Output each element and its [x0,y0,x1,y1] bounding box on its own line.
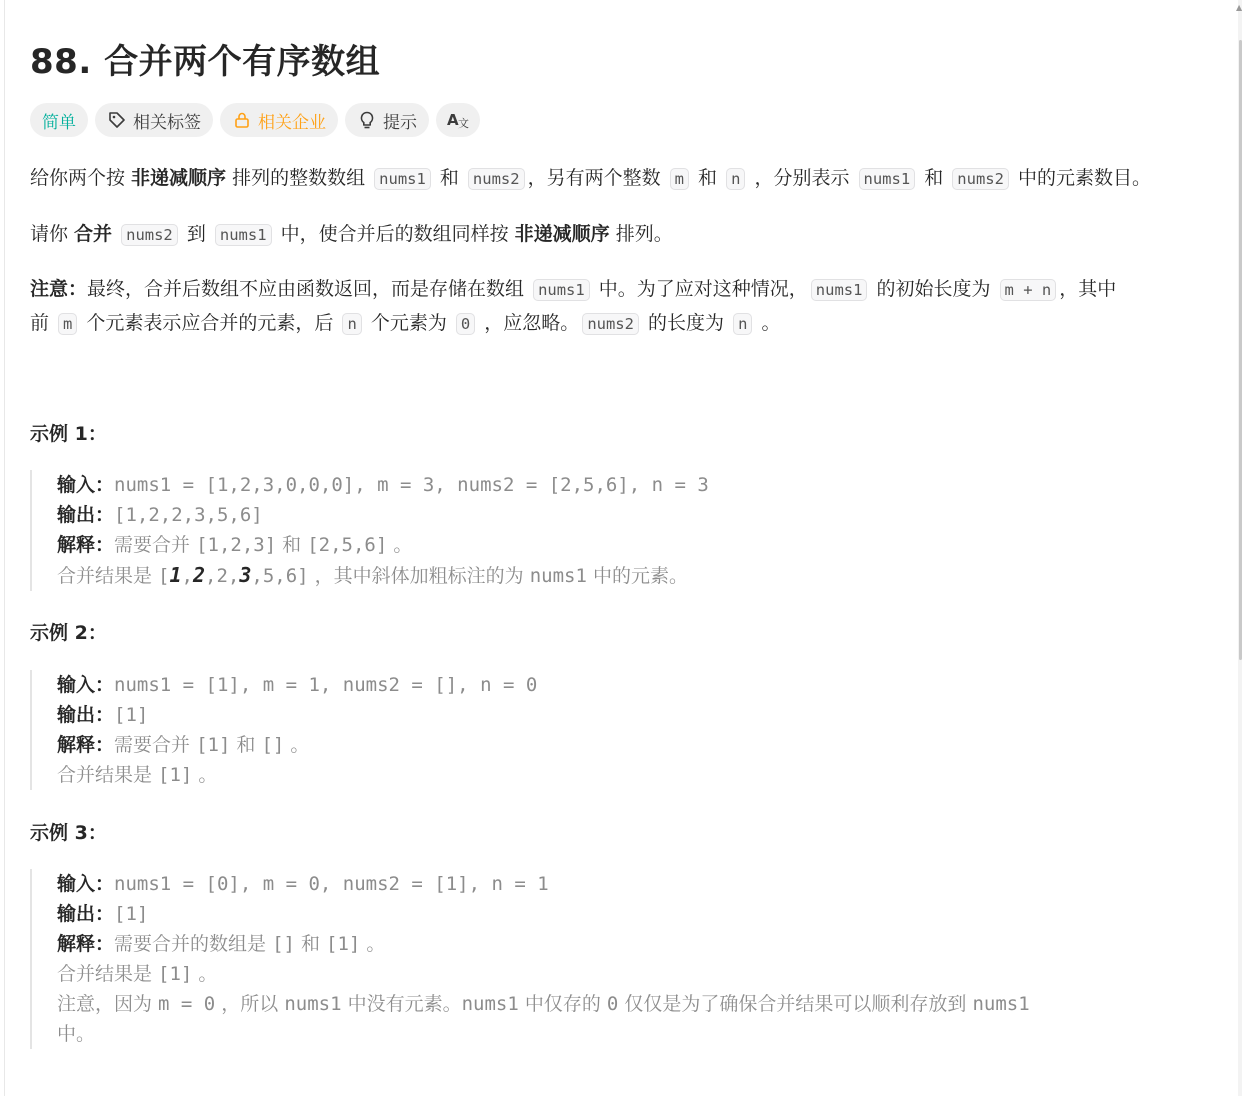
text: 。 [192,963,218,985]
bold-text: 注意： [30,278,88,300]
bold-text: 非递减顺序 [131,167,227,189]
inline-code: m + n [1000,279,1057,301]
bold-text: 合并 [74,223,113,245]
input-label: 输入： [57,674,115,696]
inline-code: nums2 [952,168,1009,190]
scrollbar[interactable] [1238,0,1242,1096]
code-text: [1] [196,734,231,756]
svg-text:文: 文 [458,117,469,130]
code-text: [1] [158,764,193,786]
text: 中。为了应对这种情况， [592,278,808,300]
text: 排列。 [609,223,673,245]
code-text: [ [158,565,170,587]
code-text: [] [261,734,285,756]
explanation-label: 解释： [57,734,115,756]
text: 最终，合并后数组不应由函数返回，而是存储在数组 [87,278,531,300]
example-input [57,670,1210,700]
code-text: ,5,6] [251,565,309,587]
example-result [57,760,1210,790]
related-companies-label: 相关企业 [258,112,326,133]
text: 需要合并的数组是 [114,933,273,955]
panel-divider [4,0,5,1096]
inline-code: n [733,313,752,335]
inline-code: nums2 [468,168,525,190]
text: 中的元素数目。 [1011,167,1151,189]
text: 中的元素。 [586,565,688,587]
text: 到 [180,223,212,245]
text: 合并结果是 [57,565,159,587]
code-text: m = 0 [158,993,216,1015]
example-3-block [30,869,1210,1049]
text: 中没有元素。 [341,993,462,1015]
example-1-block [30,470,1210,591]
input-label: 输入： [57,873,115,895]
example-1-title: 示例 1： [30,423,107,445]
example-2-block [30,670,1210,790]
inline-code: n [342,313,361,335]
inline-code: nums1 [811,279,868,301]
scroll-up-arrow-icon[interactable]: ▲ [1236,3,1242,12]
code-text: 0 [606,993,619,1015]
bold-text: 非递减顺序 [514,223,610,245]
text: 个元素表示应合并的元素，后 [80,312,340,334]
inline-code: n [726,168,745,190]
inline-code: nums1 [533,279,590,301]
example-input [57,470,1210,500]
text: ，另有两个整数 [527,167,667,189]
explanation-label: 解释： [57,933,115,955]
code-text: [1] [326,933,361,955]
text: 排列的整数数组 [226,167,372,189]
input-value: nums1 = [1,2,3,0,0,0], m = 3, nums2 = [2,5,6], n = 3 [114,474,709,496]
description-paragraph-1 [30,162,1151,196]
text: ，应忽略。 [478,312,580,334]
note-line-2 [30,307,1210,341]
description-paragraph-3 [30,273,1210,341]
example-output [57,899,1210,929]
input-label: 输入： [57,474,115,496]
input-value: nums1 = [1], m = 1, nums2 = [], n = 0 [114,674,538,696]
inline-code: m [670,168,689,190]
translate-icon [446,110,470,130]
explanation-label: 解释： [57,534,115,556]
translate-button[interactable] [436,103,480,137]
text: 中仅存的 [518,993,607,1015]
related-tags-button[interactable] [95,103,213,137]
tag-icon [107,110,127,130]
text: 仅仅是为了确保合并结果可以顺利存放到 [618,993,973,1015]
text: 中。 [57,1023,96,1045]
note-line-1 [30,273,1210,307]
text: 和 [276,534,308,556]
text: 请你 [30,223,75,245]
problem-title[interactable]: 88. 合并两个有序数组 [30,42,381,82]
text: 前 [30,312,56,334]
related-companies-button[interactable] [220,103,338,137]
text: 。 [755,312,781,334]
hint-button[interactable] [345,103,429,137]
inline-code: nums1 [859,168,916,190]
code-text: ,2, [205,565,240,587]
difficulty-label: 简单 [42,112,76,133]
inline-code: nums1 [374,168,431,190]
example-input [57,869,1210,899]
problem-tags [30,103,480,137]
code-text: [1,2,3] [196,534,277,556]
example-explanation [57,929,1210,959]
code-text: nums1 [461,993,519,1015]
example-output [57,500,1210,530]
example-note [57,989,1210,1019]
inline-code: m [58,313,77,335]
text: 和 [691,167,724,189]
text: 合并结果是 [57,963,159,985]
inline-code: nums1 [215,224,272,246]
inline-code: nums2 [582,313,639,335]
input-value: nums1 = [0], m = 0, nums2 = [1], n = 1 [114,873,549,895]
text: 中，使合并后的数组同样按 [274,223,515,245]
example-result [57,959,1210,989]
text: 和 [433,167,465,189]
code-text: nums1 [529,565,587,587]
inline-code: 0 [456,313,475,335]
example-result [57,560,1210,591]
example-explanation [57,730,1210,760]
inline-code: nums2 [121,224,178,246]
text: 的长度为 [641,312,731,334]
emphasized-code: 2 [193,563,206,587]
text: 合并结果是 [57,764,159,786]
text: ，其中 [1059,278,1117,300]
emphasized-code: 1 [169,563,182,587]
hint-label: 提示 [383,112,417,133]
output-value: [1] [114,704,149,726]
example-3-title: 示例 3： [30,822,107,844]
related-tags-label: 相关标签 [133,112,201,133]
text: 。 [360,933,386,955]
code-text: , [181,565,193,587]
example-note-continued [57,1019,1210,1049]
code-text: nums1 [284,993,342,1015]
lightbulb-icon [357,110,377,130]
example-explanation [57,530,1210,560]
difficulty-badge [30,103,88,137]
text: 需要合并 [114,534,197,556]
emphasized-code: 3 [239,563,252,587]
description-paragraph-2 [30,218,673,252]
text [112,223,118,245]
output-value: [1] [114,903,149,925]
output-label: 输出： [57,903,115,925]
code-text: [2,5,6] [307,534,388,556]
code-text: [1] [158,963,193,985]
svg-text:A: A [447,111,459,129]
text: ，其中斜体加粗标注的为 [308,565,530,587]
text: 注意，因为 [57,993,159,1015]
output-label: 输出： [57,704,115,726]
text: 需要合并 [114,734,197,756]
text: 和 [918,167,950,189]
text: 。 [192,764,218,786]
lock-icon [232,110,252,130]
output-label: 输出： [57,504,115,526]
text: 个元素为 [364,312,453,334]
example-output [57,700,1210,730]
example-2-title: 示例 2： [30,622,107,644]
code-text: nums1 [972,993,1030,1015]
text: 。 [284,734,310,756]
text: 给你两个按 [30,167,132,189]
text: 和 [294,933,327,955]
text: ，分别表示 [748,167,856,189]
text: ，所以 [215,993,285,1015]
text: 和 [230,734,262,756]
text: 的初始长度为 [870,278,997,300]
code-text: [] [272,933,295,955]
output-value: [1,2,2,3,5,6] [114,504,263,526]
text: 。 [387,534,413,556]
